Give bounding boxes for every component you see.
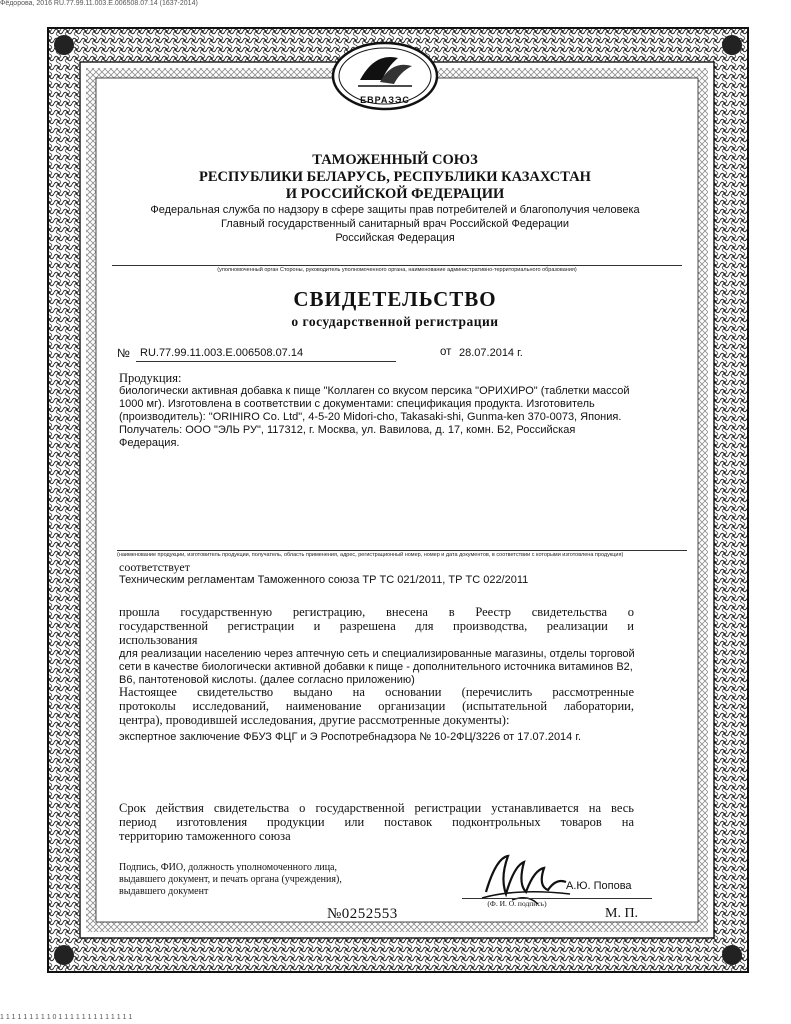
authority-caption: (уполномоченный орган Стороны, руководитель уполномоченного органа, наименование административно-территориального образования) bbox=[112, 265, 682, 274]
signature-caption-line2: выдавшего документ, и печать органа (учреждения), bbox=[119, 874, 342, 885]
agency-line2: Главный государственный санитарный врач Российской Федерации bbox=[220, 218, 570, 230]
scan-header-marks: Фёдорова, 2016 RU.77.99.11.003.E.006508.07.14 (1637-2014) bbox=[0, 0, 198, 7]
registration-number: RU.77.99.11.003.E.006508.07.14 bbox=[140, 347, 304, 359]
validity-line1: Срок действия свидетельства о государственной регистрации устанавливается на весь bbox=[119, 801, 634, 815]
form-number: №0252553 bbox=[327, 906, 398, 922]
scan-footer-marks: 1 1 1 1 1 1 1 1 1 0 1 1 1 1 1 1 1 1 1 1 1 1 1 bbox=[0, 1014, 133, 1021]
union-title-line1: ТАМОЖЕННЫЙ СОЮЗ bbox=[312, 152, 478, 168]
product-line2: 1000 мг). Изготовлена в соответствии с документами: спецификация продукта. Изготовитель bbox=[119, 398, 595, 410]
certificate-title: СВИДЕТЕЛЬСТВО bbox=[293, 287, 497, 311]
basis-line1: Настоящее свидетельство выдано на основании (перечислить рассмотренные bbox=[119, 685, 634, 699]
registration-number-underline bbox=[136, 361, 396, 362]
validity-line3: территорию таможенного союза bbox=[119, 829, 291, 843]
usage-line3: В6, пантотеновой кислоты. (далее согласно приложению) bbox=[119, 674, 415, 686]
usage-line2: сети в качестве биологически активной добавки к пище - дополнительного источника витаминов В2, bbox=[119, 661, 633, 673]
signature-line-caption: (Ф. И. О. подпись) bbox=[487, 899, 547, 908]
conformity-text: Техническим регламентам Таможенного союза ТР ТС 021/2011, ТР ТС 022/2011 bbox=[119, 574, 529, 586]
union-title-line2: РЕСПУБЛИКИ БЕЛАРУСЬ, РЕСПУБЛИКИ КАЗАХСТАН bbox=[199, 169, 591, 185]
stamp-place-label: М. П. bbox=[605, 906, 639, 921]
expert-conclusion: экспертное заключение ФБУЗ ФЦГ и Э Роспотребнадзора № 10-2ФЦ/3226 от 17.07.2014 г. bbox=[119, 731, 582, 743]
conformity-label: соответствует bbox=[119, 560, 190, 574]
registration-number-prefix: № bbox=[117, 346, 130, 360]
signer-name: А.Ю. Попова bbox=[566, 880, 632, 892]
agency-line3: Российская Федерация bbox=[335, 232, 455, 244]
usage-line1: для реализации населению через аптечную сеть и специализированные магазины, отделы торговой bbox=[119, 648, 635, 660]
product-line1: биологически активная добавка к пище "Коллаген со вкусом персика "ОРИХИРО" (таблетки массой bbox=[119, 385, 630, 397]
basis-line3: центра), проводившей исследования, другие рассмотренные документы): bbox=[119, 713, 510, 727]
certificate-subtitle: о государственной регистрации bbox=[291, 314, 499, 329]
validity-line2: период изготовления продукции или поставок подконтрольных товаров на bbox=[119, 815, 634, 829]
registered-line1: прошла государственную регистрацию, внесена в Реестр свидетельства о bbox=[119, 605, 634, 619]
registration-date-prefix: от bbox=[440, 346, 452, 358]
union-title-line3: И РОССИЙСКОЙ ФЕДЕРАЦИИ bbox=[285, 186, 505, 202]
product-caption: (наименование продукции, изготовитель продукции, получатель, область применения, адрес, регистрационный номер, номер и дата документов, в соответствии с которыми изготовлена продукция) bbox=[117, 550, 687, 559]
registered-line3: использования bbox=[119, 633, 198, 647]
signature-caption-line1: Подпись, ФИО, должность уполномоченного лица, bbox=[119, 862, 337, 873]
product-label: Продукция: bbox=[119, 371, 182, 385]
agency-line1: Федеральная служба по надзору в сфере защиты прав потребителей и благополучия человека bbox=[150, 204, 640, 216]
basis-line2: протоколы исследований, наименование организации (испытательной лаборатории, bbox=[119, 699, 634, 713]
signature-caption-line3: выдавшего документ bbox=[119, 886, 209, 897]
product-line5: Федерация. bbox=[119, 437, 180, 449]
product-line4: Получатель: ООО "ЭЛЬ РУ", 117312, г. Москва, ул. Вавилова, д. 17, комн. Б2, Российская bbox=[119, 424, 576, 436]
seal-label: ЕВРАЗЭС bbox=[360, 95, 410, 105]
registered-line2: государственной регистрации и разрешена для производства, реализации и bbox=[119, 619, 634, 633]
product-line3: (производитель): "ORIHIRO Co. Ltd", 4-5-20 Midori-cho, Takasaki-shi, Gunma-ken 370-0073, Япония. bbox=[119, 411, 622, 423]
registration-date: 28.07.2014 г. bbox=[459, 347, 523, 359]
